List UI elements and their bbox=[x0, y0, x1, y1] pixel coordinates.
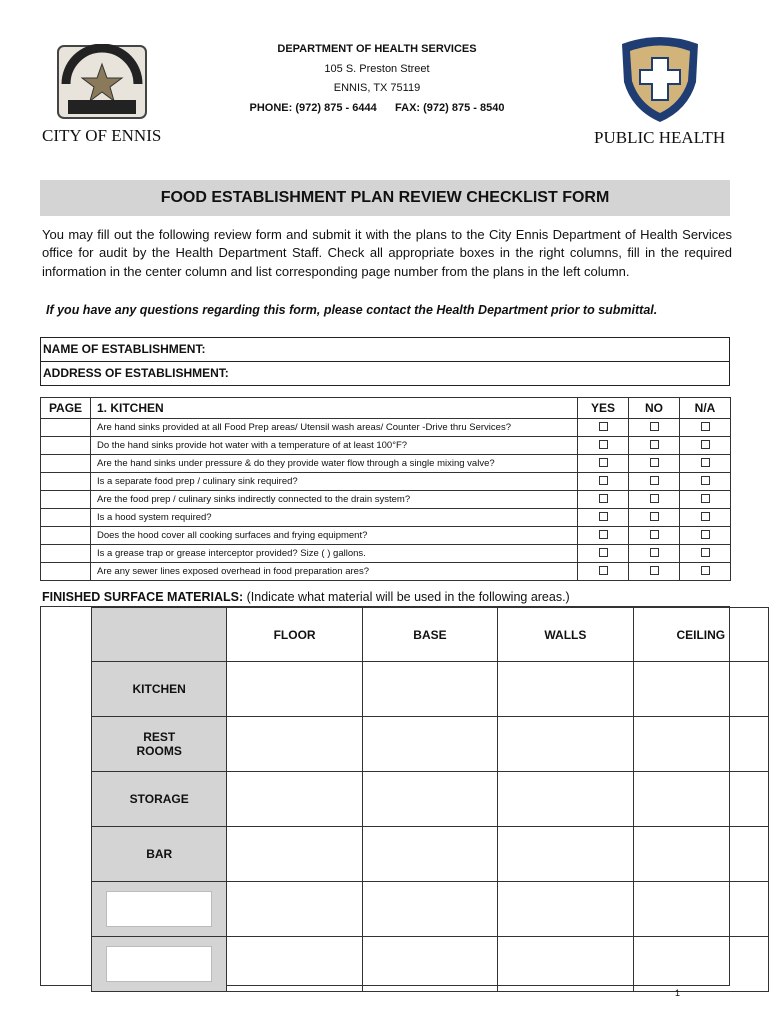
no-column-header: NO bbox=[629, 398, 680, 419]
na-checkbox[interactable] bbox=[701, 530, 710, 539]
walls-material-input[interactable] bbox=[498, 827, 633, 882]
page-ref-input[interactable] bbox=[41, 419, 91, 437]
page-ref-input[interactable] bbox=[41, 455, 91, 473]
base-material-input[interactable] bbox=[362, 937, 497, 992]
form-title: FOOD ESTABLISHMENT PLAN REVIEW CHECKLIST FORM bbox=[40, 180, 730, 216]
checklist-question: Does the hood cover all cooking surfaces and frying equipment? bbox=[91, 527, 578, 545]
custom-area-input[interactable] bbox=[106, 891, 212, 927]
yes-checkbox[interactable] bbox=[599, 476, 608, 485]
na-checkbox[interactable] bbox=[701, 512, 710, 521]
ceiling-material-input[interactable] bbox=[633, 662, 768, 717]
na-checkbox[interactable] bbox=[701, 476, 710, 485]
kitchen-row-label: KITCHEN bbox=[92, 662, 227, 717]
yes-checkbox[interactable] bbox=[599, 566, 608, 575]
na-checkbox[interactable] bbox=[701, 458, 710, 467]
street-address: 105 S. Preston Street bbox=[324, 62, 430, 75]
yes-checkbox[interactable] bbox=[599, 494, 608, 503]
city-name: CITY OF ENNIS bbox=[42, 126, 162, 145]
ceiling-material-input[interactable] bbox=[633, 937, 768, 992]
no-checkbox[interactable] bbox=[650, 494, 659, 503]
establishment-name-field[interactable]: NAME OF ESTABLISHMENT: bbox=[41, 338, 729, 362]
kitchen-section-header: 1. KITCHEN bbox=[91, 398, 578, 419]
walls-material-input[interactable] bbox=[498, 937, 633, 992]
ceiling-material-input[interactable] bbox=[633, 717, 768, 772]
phone-number: PHONE: (972) 875 - 6444 bbox=[249, 101, 377, 114]
base-material-input[interactable] bbox=[362, 772, 497, 827]
kitchen-checklist bbox=[40, 397, 731, 581]
walls-material-input[interactable] bbox=[498, 662, 633, 717]
na-checkbox[interactable] bbox=[701, 566, 710, 575]
finished-surfaces-table bbox=[40, 606, 730, 986]
yes-checkbox[interactable] bbox=[599, 530, 608, 539]
ceiling-material-input[interactable] bbox=[633, 772, 768, 827]
checklist-question: Are hand sinks provided at all Food Prep areas/ Utensil wash areas/ Counter -Drive thru Services? bbox=[91, 419, 578, 437]
page-ref-input[interactable] bbox=[41, 563, 91, 581]
walls-material-input[interactable] bbox=[498, 882, 633, 937]
walls-material-input[interactable] bbox=[498, 772, 633, 827]
checklist-row bbox=[41, 419, 731, 437]
floor-material-input[interactable] bbox=[227, 937, 362, 992]
establishment-address-field[interactable]: ADDRESS OF ESTABLISHMENT: bbox=[43, 366, 229, 380]
page-number: 1 bbox=[674, 988, 680, 998]
floor-material-input[interactable] bbox=[227, 662, 362, 717]
checklist-question: Are any sewer lines exposed overhead in food preparation ares? bbox=[91, 563, 578, 581]
custom-area-input[interactable] bbox=[106, 946, 212, 982]
no-checkbox[interactable] bbox=[650, 512, 659, 521]
floor-material-input[interactable] bbox=[227, 772, 362, 827]
checklist-question: Are the food prep / culinary sinks indirectly connected to the drain system? bbox=[91, 491, 578, 509]
yes-checkbox[interactable] bbox=[599, 512, 608, 521]
no-checkbox[interactable] bbox=[650, 566, 659, 575]
checklist-row bbox=[41, 455, 731, 473]
finished-surfaces-heading: FINISHED SURFACE MATERIALS: bbox=[42, 590, 244, 604]
yes-checkbox[interactable] bbox=[599, 422, 608, 431]
checklist-row bbox=[41, 437, 731, 455]
page-ref-input[interactable] bbox=[41, 527, 91, 545]
no-checkbox[interactable] bbox=[650, 476, 659, 485]
no-checkbox[interactable] bbox=[650, 548, 659, 557]
department-info bbox=[200, 40, 554, 118]
ceiling-material-input[interactable] bbox=[633, 827, 768, 882]
checklist-row bbox=[41, 473, 731, 491]
yes-checkbox[interactable] bbox=[599, 548, 608, 557]
floor-material-input[interactable] bbox=[227, 882, 362, 937]
page-ref-input[interactable] bbox=[41, 545, 91, 563]
na-checkbox[interactable] bbox=[701, 494, 710, 503]
bar-row-label: BAR bbox=[92, 827, 227, 882]
checklist-row bbox=[41, 545, 731, 563]
establishment-info-box bbox=[40, 337, 730, 386]
walls-column-header: WALLS bbox=[498, 608, 633, 662]
page-ref-input[interactable] bbox=[41, 509, 91, 527]
no-checkbox[interactable] bbox=[650, 422, 659, 431]
na-checkbox[interactable] bbox=[701, 440, 710, 449]
yes-checkbox[interactable] bbox=[599, 458, 608, 467]
contact-note: If you have any questions regarding this form, please contact the Health Department prior to submittal. bbox=[46, 303, 658, 317]
no-checkbox[interactable] bbox=[650, 458, 659, 467]
floor-material-input[interactable] bbox=[227, 827, 362, 882]
finished-surfaces-instructions: (Indicate what material will be used in the following areas.) bbox=[243, 590, 570, 604]
ceiling-material-input[interactable] bbox=[633, 882, 768, 937]
finished-surfaces-title bbox=[42, 590, 570, 604]
base-material-input[interactable] bbox=[362, 662, 497, 717]
na-checkbox[interactable] bbox=[701, 422, 710, 431]
floor-material-input[interactable] bbox=[227, 717, 362, 772]
corner-cell bbox=[92, 608, 227, 662]
page-ref-input[interactable] bbox=[41, 437, 91, 455]
page-ref-input[interactable] bbox=[41, 473, 91, 491]
checklist-row bbox=[41, 509, 731, 527]
form-instructions: You may fill out the following review form and submit it with the plans to the City Ennis Department of Health Services office for audit by the Health Department Staff. Check all appropriate boxes in the right columns, fill in the required information in the center column and list corresponding page number from the plans in the left column. bbox=[42, 227, 732, 279]
base-material-input[interactable] bbox=[362, 827, 497, 882]
na-column-header: N/A bbox=[680, 398, 731, 419]
base-material-input[interactable] bbox=[362, 717, 497, 772]
base-material-input[interactable] bbox=[362, 882, 497, 937]
no-checkbox[interactable] bbox=[650, 530, 659, 539]
base-column-header: BASE bbox=[362, 608, 497, 662]
public-health-label: PUBLIC HEALTH bbox=[594, 128, 726, 147]
restrooms-row-label: REST ROOMS bbox=[92, 717, 227, 772]
floor-column-header: FLOOR bbox=[227, 608, 362, 662]
yes-checkbox[interactable] bbox=[599, 440, 608, 449]
na-checkbox[interactable] bbox=[701, 548, 710, 557]
city-state-zip: ENNIS, TX 75119 bbox=[333, 82, 421, 94]
checklist-row bbox=[41, 527, 731, 545]
checklist-row bbox=[41, 491, 731, 509]
checklist-row bbox=[41, 563, 731, 581]
walls-material-input[interactable] bbox=[498, 717, 633, 772]
checklist-question: Are the hand sinks under pressure & do they provide water flow through a single mixing valve? bbox=[91, 455, 578, 473]
public-health-shield-logo bbox=[614, 34, 706, 126]
checklist-question: Is a separate food prep / culinary sink required? bbox=[91, 473, 578, 491]
ceiling-column-header: CEILING bbox=[633, 608, 768, 662]
checklist-question: Is a hood system required? bbox=[91, 509, 578, 527]
fax-number: FAX: (972) 875 - 8540 bbox=[395, 101, 505, 114]
city-seal-logo bbox=[56, 44, 148, 120]
checklist-question: Do the hand sinks provide hot water with a temperature of at least 100°F? bbox=[91, 437, 578, 455]
no-checkbox[interactable] bbox=[650, 440, 659, 449]
storage-row-label: STORAGE bbox=[92, 772, 227, 827]
checklist-question: Is a grease trap or grease interceptor provided? Size ( ) gallons. bbox=[91, 545, 578, 563]
page-ref-input[interactable] bbox=[41, 491, 91, 509]
page-column-header: PAGE bbox=[41, 398, 91, 419]
department-name: DEPARTMENT OF HEALTH SERVICES bbox=[277, 43, 477, 55]
yes-column-header: YES bbox=[578, 398, 629, 419]
